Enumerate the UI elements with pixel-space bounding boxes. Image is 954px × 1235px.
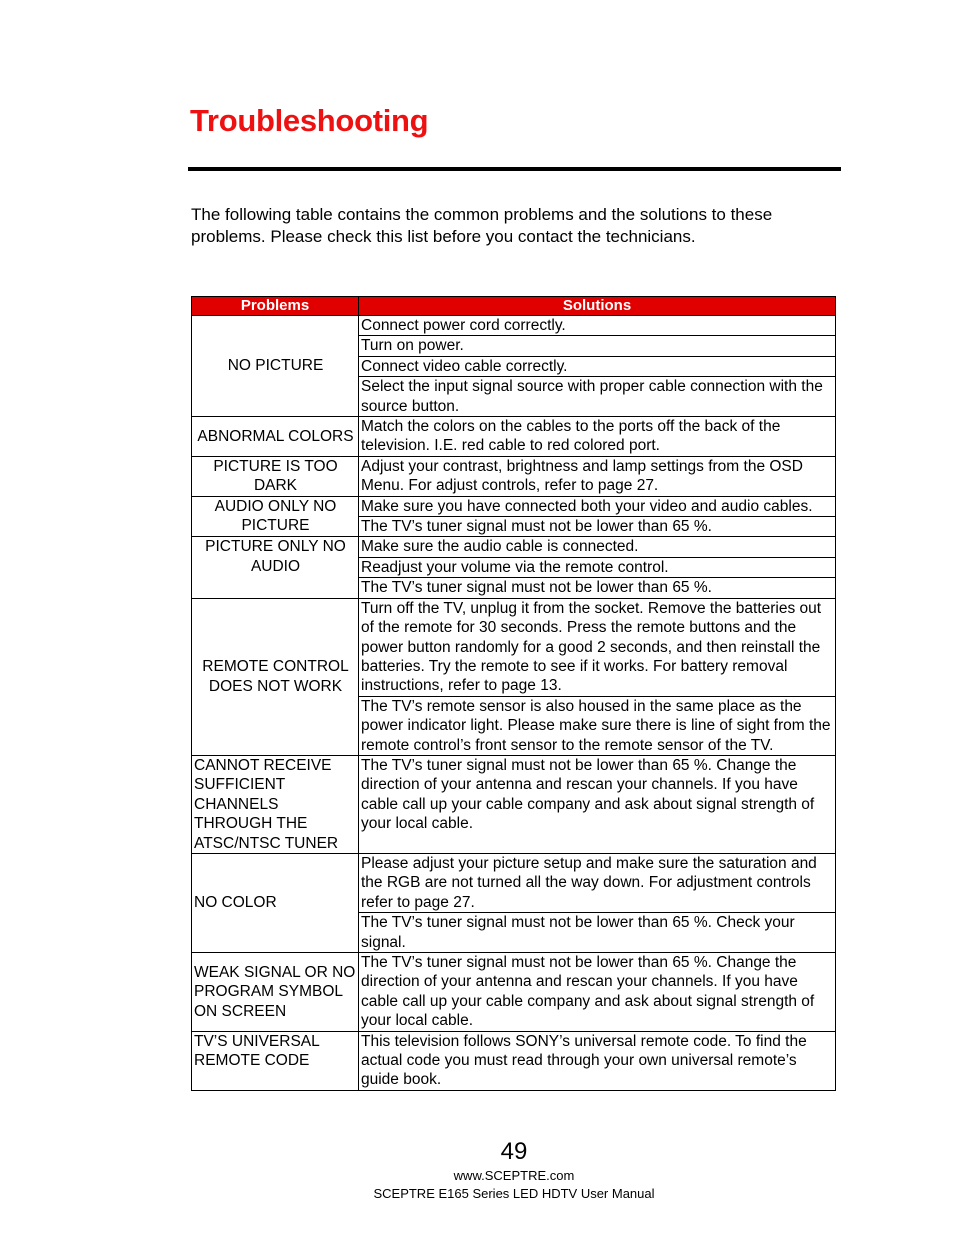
footer-manual-title: SCEPTRE E165 Series LED HDTV User Manual bbox=[373, 1186, 655, 1201]
problem-cell: ABNORMAL COLORS bbox=[192, 417, 359, 457]
table-row bbox=[192, 417, 836, 457]
solution-cell: This television follows SONY’s universal remote code. To find the actual code you must read through your own universal remote’s guide book. bbox=[359, 1031, 836, 1090]
page-title: Troubleshooting bbox=[190, 103, 429, 138]
solution-cell: The TV’s tuner signal must not be lower than 65 %. Change the direction of your antenna and rescan your channels. If you have cable call up your cable company and ask about signal strength of your local cable. bbox=[359, 953, 836, 1032]
solution-cell: The TV’s remote sensor is also housed in the same place as the power indicator light. Please make sure there is line of sight from the remote control’s front sensor to the remote sensor of the TV. bbox=[359, 696, 836, 755]
solution-cell: Match the colors on the cables to the ports off the back of the television. I.E. red cable to red colored port. bbox=[359, 417, 836, 457]
solution-cell: The TV’s tuner signal must not be lower than 65 %. Check your signal. bbox=[359, 913, 836, 953]
problem-cell: NO PICTURE bbox=[192, 316, 359, 417]
table-row bbox=[192, 496, 836, 516]
table-row bbox=[192, 1031, 836, 1090]
solution-cell: Connect power cord correctly. bbox=[359, 316, 836, 336]
solution-cell: Adjust your contrast, brightness and lamp settings from the OSD Menu. For adjust controls, refer to page 27. bbox=[359, 456, 836, 496]
problem-cell: NO COLOR bbox=[192, 853, 359, 952]
table-row bbox=[192, 456, 836, 496]
problem-cell: PICTURE ONLY NO AUDIO bbox=[192, 537, 359, 598]
footer-website: www.SCEPTRE.com bbox=[453, 1168, 575, 1183]
solution-cell: Make sure you have connected both your video and audio cables. bbox=[359, 496, 836, 516]
table-row bbox=[192, 755, 836, 853]
intro-paragraph: The following table contains the common problems and the solutions to these problems. Please check this list before you contact the technicians. bbox=[191, 205, 773, 246]
solution-cell: The TV’s tuner signal must not be lower than 65 %. bbox=[359, 517, 836, 537]
solution-cell: Turn on power. bbox=[359, 336, 836, 356]
solution-cell: Turn off the TV, unplug it from the socket. Remove the batteries out of the remote for 30 seconds. Press the remote buttons and the power button randomly for a good 2 seconds, and then reinstall the batteries. Try the remote to see if it works. For battery removal instructions, refer to page 13. bbox=[359, 598, 836, 696]
table-row bbox=[192, 316, 836, 336]
problem-cell: PICTURE IS TOO DARK bbox=[192, 456, 359, 496]
table-row bbox=[192, 537, 836, 557]
solution-cell: Readjust your volume via the remote control. bbox=[359, 557, 836, 577]
table-row bbox=[192, 853, 836, 912]
problem-cell: REMOTE CONTROL DOES NOT WORK bbox=[192, 598, 359, 755]
solution-cell: Make sure the audio cable is connected. bbox=[359, 537, 836, 557]
solution-cell: Please adjust your picture setup and make sure the saturation and the RGB are not turned all the way down. For adjustment controls refer to page 27. bbox=[359, 853, 836, 912]
problem-cell: AUDIO ONLY NO PICTURE bbox=[192, 496, 359, 537]
solution-cell: Select the input signal source with proper cable connection with the source button. bbox=[359, 377, 836, 417]
troubleshooting-table bbox=[191, 296, 836, 1091]
table-header-row bbox=[192, 297, 836, 316]
page-number: 49 bbox=[500, 1138, 528, 1165]
solution-cell: The TV’s tuner signal must not be lower than 65 %. Change the direction of your antenna and rescan your channels. If you have cable call up your cable company and ask about signal strength of your local cable. bbox=[359, 755, 836, 853]
header-problems: Problems bbox=[192, 297, 359, 316]
title-divider bbox=[188, 167, 841, 171]
solution-cell: Connect video cable correctly. bbox=[359, 356, 836, 376]
problem-cell: TV’S UNIVERSAL REMOTE CODE bbox=[192, 1031, 359, 1090]
solution-cell: The TV’s tuner signal must not be lower than 65 %. bbox=[359, 578, 836, 598]
problem-cell: CANNOT RECEIVE SUFFICIENT CHANNELS THROUGH THE ATSC/NTSC TUNER bbox=[192, 755, 359, 853]
table-row bbox=[192, 598, 836, 696]
header-solutions: Solutions bbox=[359, 297, 836, 316]
problem-cell: WEAK SIGNAL OR NO PROGRAM SYMBOL ON SCREEN bbox=[192, 953, 359, 1032]
table-row bbox=[192, 953, 836, 1032]
